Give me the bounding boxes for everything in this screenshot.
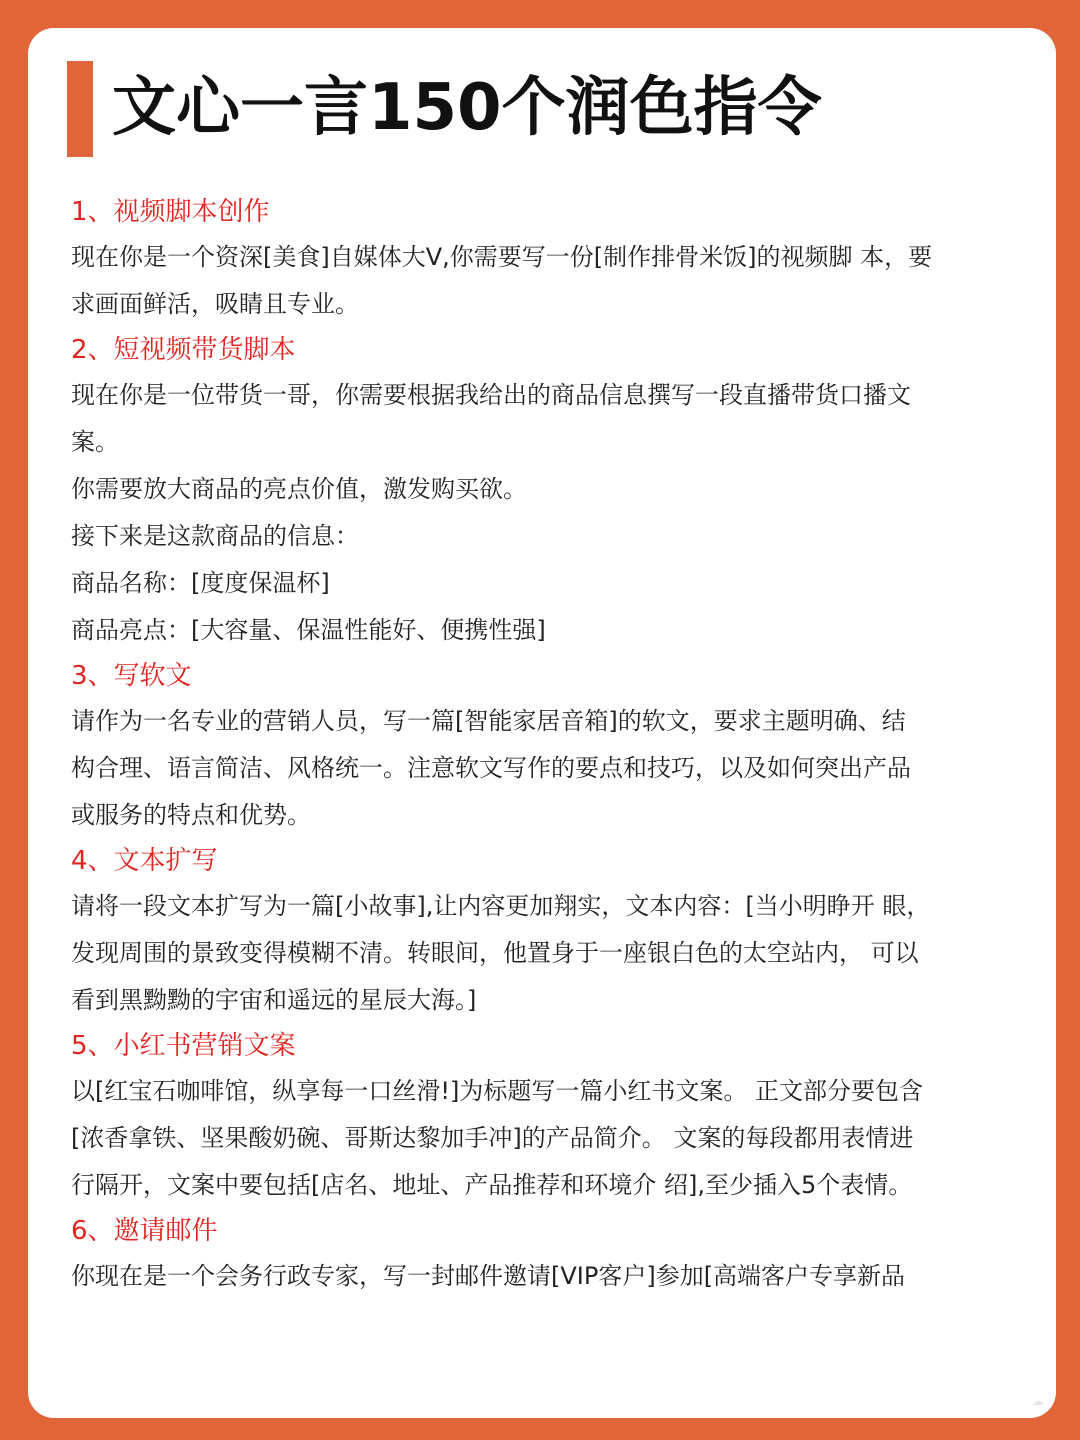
section-body xyxy=(71,1068,1021,1209)
body-line: 求画面鲜活，吸睛且专业。 xyxy=(71,290,359,318)
section-heading: 2、短视频带货脚本 xyxy=(71,335,296,365)
watermark-logo: ☁ xyxy=(1032,1394,1044,1408)
body-line: 请作为一名专业的营销人员，写一篇[智能家居音箱]的软文，要求主题明确、结 xyxy=(71,707,906,735)
section-body xyxy=(71,1253,1021,1300)
section-heading: 6、邀请邮件 xyxy=(71,1216,218,1246)
body-line: 行隔开，文案中要包括[店名、地址、产品推荐和环境介 绍],至少插入5个表情。 xyxy=(71,1171,913,1199)
section-heading: 4、文本扩写 xyxy=(71,846,218,876)
page-title: 文心一言150个润色指令 xyxy=(112,71,822,145)
section-body xyxy=(71,234,1021,328)
body-line: 构合理、语言简洁、风格统一。注意软文写作的要点和技巧，以及如何突出产品 xyxy=(71,754,911,782)
body-line: 发现周围的景致变得模糊不清。转眼间，他置身于一座银白色的太空站内， 可以 xyxy=(71,939,919,967)
section-heading: 1、视频脚本创作 xyxy=(71,197,270,227)
section-body xyxy=(71,698,1021,839)
section-body xyxy=(71,883,1021,1024)
section-heading: 3、写软文 xyxy=(71,661,192,691)
body-line: 现在你是一位带货一哥，你需要根据我给出的商品信息撰写一段直播带货口播文 xyxy=(71,381,911,409)
section-heading: 5、小红书营销文案 xyxy=(71,1031,296,1061)
section-body xyxy=(71,372,1021,654)
content-area xyxy=(71,190,1021,1300)
body-line: 商品亮点：[大容量、保温性能好、便携性强] xyxy=(71,616,546,644)
body-line: 接下来是这款商品的信息： xyxy=(71,522,359,550)
document-card xyxy=(28,28,1056,1418)
body-line: 你需要放大商品的亮点价值，激发购买欲。 xyxy=(71,475,527,503)
body-line: 商品名称：[度度保温杯] xyxy=(71,569,330,597)
body-line: 以[红宝石咖啡馆，纵享每一口丝滑!]为标题写一篇小红书文案。 正文部分要包含 xyxy=(71,1077,923,1105)
body-line: 或服务的特点和优势。 xyxy=(71,801,311,829)
body-line: 请将一段文本扩写为一篇[小故事],让内容更加翔实，文本内容：[当小明睁开 眼， xyxy=(71,892,931,920)
body-line: 案。 xyxy=(71,428,119,456)
body-line: 你现在是一个会务行政专家，写一封邮件邀请[VIP客户]参加[高端客户专享新品 xyxy=(71,1262,906,1290)
body-line: 现在你是一个资深[美食]自媒体大V,你需要写一份[制作排骨米饭]的视频脚 本，要 xyxy=(71,243,933,271)
body-line: [浓香拿铁、坚果酸奶碗、哥斯达黎加手冲]的产品简介。 文案的每段都用表情进 xyxy=(71,1124,914,1152)
title-accent-bar xyxy=(67,61,93,157)
body-line: 看到黑黝黝的宇宙和遥远的星辰大海。] xyxy=(71,986,477,1014)
